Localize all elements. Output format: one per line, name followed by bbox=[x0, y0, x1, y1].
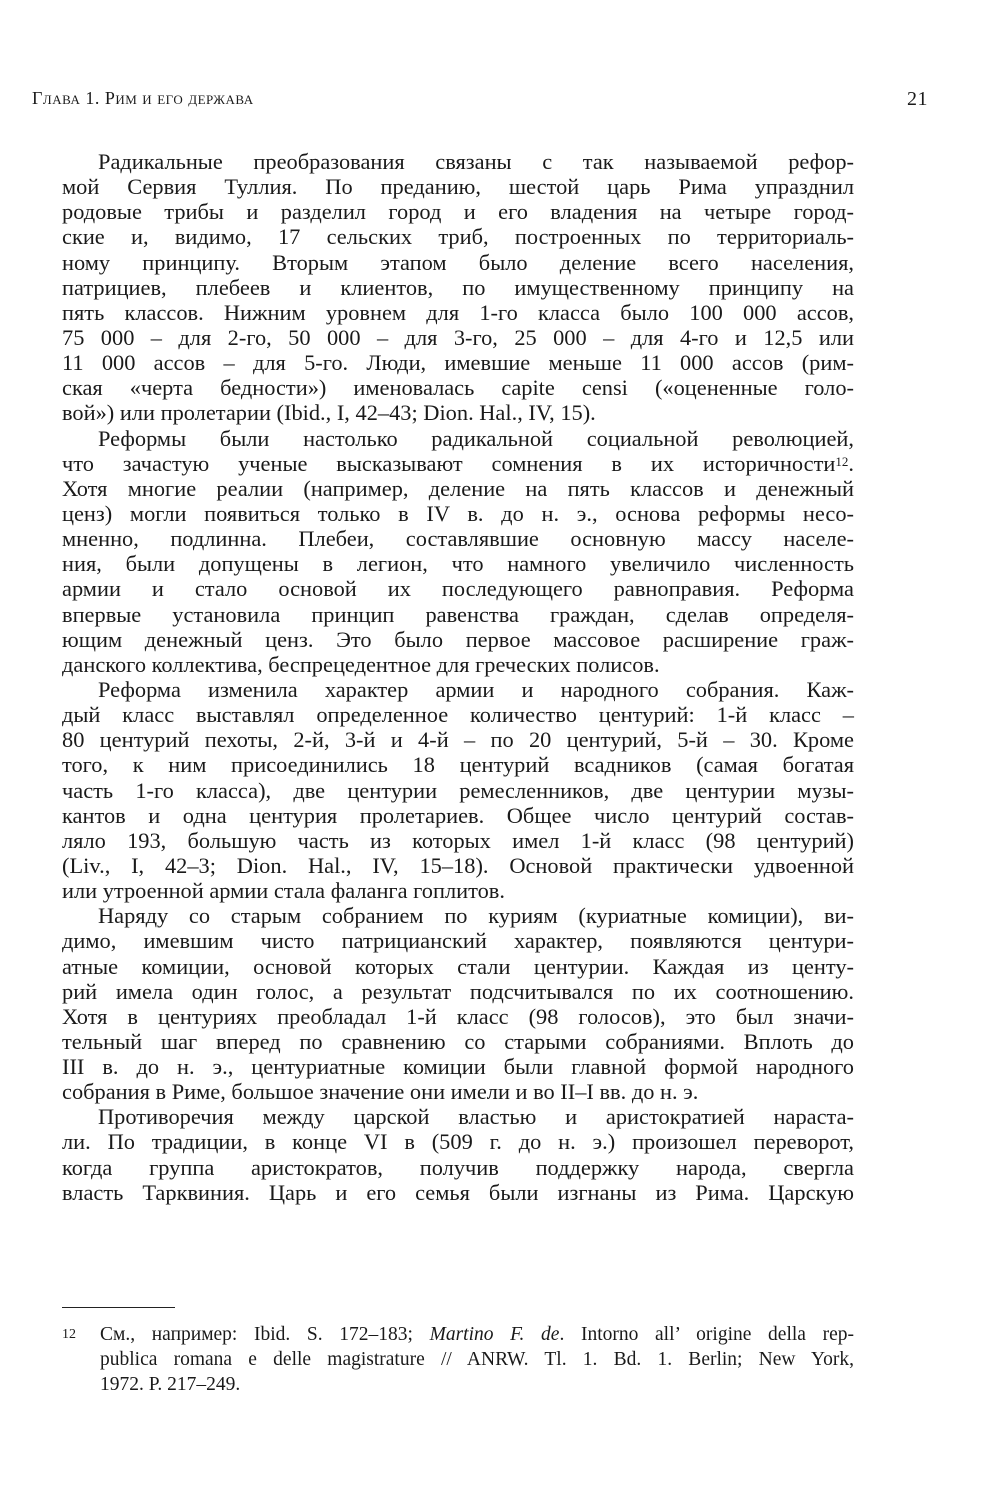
footnote-line bbox=[100, 1322, 854, 1347]
text-line: 75 000 – для 2-го, 50 000 – для 3-го, 25 000 – для 4-го и 12,5 или bbox=[62, 324, 854, 350]
paragraph-comitia bbox=[62, 903, 854, 1104]
text-line: димо, имевшим чисто патрицианский характер, появляются центури- bbox=[62, 928, 854, 954]
text-line: Хотя в центуриях преобладал 1-й класс (98 голосов), это был значи- bbox=[62, 1003, 854, 1029]
text-line: Реформы были настолько радикальной социальной революцией, bbox=[98, 425, 854, 451]
text-line: пять классов. Нижним уровнем для 1-го класса было 100 000 ассов, bbox=[62, 299, 854, 325]
text-line: мой Сервия Туллия. По преданию, шестой царь Рима упразднил bbox=[62, 174, 854, 200]
text-line: впервые установила принцип равенства граждан, сделав определя- bbox=[62, 601, 854, 627]
footnote-body bbox=[100, 1322, 854, 1397]
text-line: мненно, подлинна. Плебеи, составлявшие основную массу населе- bbox=[62, 526, 854, 552]
text-line-with-footnote-ref: что зачастую ученые высказывают сомнения в их историчности$^{12}$. bbox=[62, 450, 854, 476]
running-head bbox=[32, 88, 928, 114]
footnote-text: См., например: Ibid. S. 172–183; bbox=[100, 1324, 430, 1345]
text-line: ли. По традиции, в конце VI в (509 г. до н. э.) произошел переворот, bbox=[62, 1129, 854, 1155]
body-text bbox=[62, 149, 854, 1205]
footnote-number: 12 bbox=[62, 1327, 76, 1342]
text-line: ющим денежный ценз. Это было первое массовое расширение граж- bbox=[62, 626, 854, 652]
text-line: (Liv., I, 42–3; Dion. Hal., IV, 15–18). Основой практически удвоенной bbox=[62, 852, 854, 878]
text-line: дый класс выставлял определенное количество центурий: 1-й класс – bbox=[62, 702, 854, 728]
page-number: 21 bbox=[907, 88, 928, 110]
text-line: Наряду со старым собранием по куриям (куриатные комиции), ви- bbox=[98, 903, 854, 929]
text-line: ская «черта бедности») именовалась capite censi («оцененные голо- bbox=[62, 375, 854, 401]
text-line: ному принципу. Вторым этапом было деление всего населения, bbox=[62, 249, 854, 275]
footnote-12 bbox=[62, 1322, 854, 1397]
text-line: ляло 193, большую часть из которых имел 1-й класс (98 центурий) bbox=[62, 827, 854, 853]
paragraph-servian-reform bbox=[62, 149, 854, 426]
footnote-line: 1972. P. 217–249. bbox=[100, 1374, 241, 1395]
text-line: Реформа изменила характер армии и народного собрания. Каж- bbox=[98, 676, 854, 702]
paragraph-army-centuries bbox=[62, 677, 854, 903]
text-line: рий имела один голос, а результат подсчитывался по их соотношению. bbox=[62, 978, 854, 1004]
text-line: III в. до н. э., центуриатные комиции были главной формой народного bbox=[62, 1054, 854, 1080]
text-line: ния, были допущены в легион, что намного увеличило численность bbox=[62, 551, 854, 577]
text-line: 80 центурий пехоты, 2-й, 3-й и 4-й – по 20 центурий, 5-й – 30. Кроме bbox=[62, 727, 854, 753]
text-line: Противоречия между царской властью и аристократией нараста- bbox=[98, 1104, 854, 1130]
text-line: собрания в Риме, большое значение они имели и во II–I вв. до н. э. bbox=[62, 1079, 699, 1105]
text-line: Хотя многие реалии (например, деление на пять классов и денежный bbox=[62, 475, 854, 501]
text-line: власть Тарквиния. Царь и его семья были изгнаны из Рима. Царскую bbox=[62, 1179, 854, 1205]
text-line: или утроенной армии стала фаланга гоплитов. bbox=[62, 878, 505, 904]
text-line: родовые трибы и разделил город и его владения на четыре город- bbox=[62, 199, 854, 225]
text-line: ценз) могли появиться только в IV в. до н. э., основа реформы несо- bbox=[62, 500, 854, 526]
text-line: кантов и одна центурия пролетариев. Общее число центурий состав- bbox=[62, 802, 854, 828]
text-line: армии и стало основой их последующего равноправия. Реформа bbox=[62, 576, 854, 602]
text-line: того, к ним присоединились 18 центурий всадников (самая богатая bbox=[62, 752, 854, 778]
text-line: ские и, видимо, 17 сельских триб, построенных по территориаль- bbox=[62, 224, 854, 250]
text-line: Радикальные преобразования связаны с так называемой рефор- bbox=[98, 149, 854, 174]
text-line-content: что зачастую ученые высказывают сомнения в их историчности bbox=[62, 450, 836, 476]
paragraph-reform-historicity bbox=[62, 426, 854, 677]
text-line: часть 1-го класса), две центурии ремесленников, две центурии музы- bbox=[62, 777, 854, 803]
footnote-separator bbox=[62, 1307, 175, 1308]
chapter-title: Глава 1. Рим и его держава bbox=[32, 88, 254, 108]
text-line: вой») или пролетарии (Ibid., I, 42–43; Dion. Hal., IV, 15). bbox=[62, 400, 596, 426]
text-line: атные комиции, основой которых стали центурии. Каждая из центу- bbox=[62, 953, 854, 979]
footnote-line: publica romana e delle magistrature // ANRW. Tl. 1. Bd. 1. Berlin; New York, bbox=[100, 1349, 854, 1370]
paragraph-overthrow bbox=[62, 1104, 854, 1205]
text-line: патрициев, плебеев и клиентов, по имущественному принципу на bbox=[62, 274, 854, 300]
footnote-reference[interactable]: 12 bbox=[835, 453, 849, 469]
text-line: когда группа аристократов, получив поддержку народа, свергла bbox=[62, 1154, 854, 1180]
text-line: 11 000 ассов – для 5-го. Люди, имевшие меньше 11 000 ассов (рим- bbox=[62, 350, 854, 376]
text-line: тельный шаг вперед по сравнению со старыми собраниями. Вплоть до bbox=[62, 1028, 854, 1054]
footnote-text: . Intorno all’ origine della rep- bbox=[559, 1324, 854, 1345]
text-line: данского коллектива, беспрецедентное для греческих полисов. bbox=[62, 651, 660, 677]
footnote-author: Martino F. de bbox=[429, 1324, 560, 1345]
